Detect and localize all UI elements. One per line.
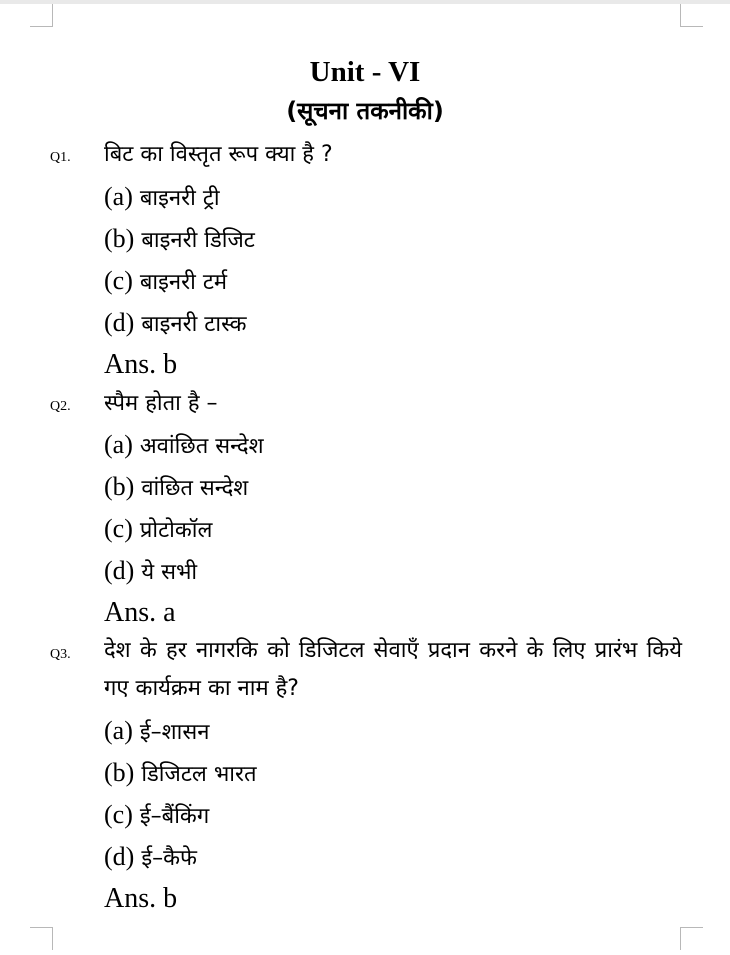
option-text: वांछित सन्देश — [141, 476, 249, 501]
question-2-option-c — [104, 508, 212, 552]
question-1-text: बिट का विस्तृत रूप क्या है ? — [104, 142, 333, 167]
option-text: बाइनरी टर्म — [139, 270, 228, 295]
option-letter: (a) — [104, 716, 133, 745]
option-letter: (a) — [104, 182, 133, 211]
question-2-option-a — [104, 424, 264, 468]
question-3-option-b — [104, 752, 257, 796]
unit-subtitle: (सूचना तकनीकी) — [286, 97, 444, 125]
option-letter: (c) — [104, 514, 133, 543]
question-3-answer: Ans. b — [104, 883, 178, 914]
option-text: अवांछित सन्देश — [139, 434, 264, 459]
option-text: बाइनरी डिजिट — [141, 228, 255, 253]
question-3-option-d — [104, 836, 197, 880]
question-3-option-c — [104, 794, 209, 838]
question-2-number: Q2. — [50, 399, 71, 414]
option-text: बाइनरी टास्क — [141, 312, 247, 337]
option-letter: (d) — [104, 556, 135, 585]
option-text: प्रोटोकॉल — [139, 518, 213, 543]
question-1-option-a — [104, 176, 220, 220]
option-text: ई–कैफे — [141, 846, 197, 871]
option-text: ई–शासन — [139, 720, 210, 745]
question-3-number: Q3. — [50, 647, 71, 662]
option-text: डिजिटल भारत — [141, 762, 257, 787]
question-1-option-b — [104, 218, 255, 262]
question-2-answer: Ans. a — [104, 597, 176, 628]
question-1-number: Q1. — [50, 150, 71, 165]
page-corner-mark-top-left — [30, 4, 53, 27]
page-corner-mark-top-right — [680, 4, 703, 27]
option-letter: (d) — [104, 842, 135, 871]
option-letter: (b) — [104, 224, 135, 253]
question-1-answer: Ans. b — [104, 349, 178, 380]
option-letter: (d) — [104, 308, 135, 337]
option-letter: (c) — [104, 800, 133, 829]
question-1-option-d — [104, 302, 247, 346]
option-text: ये सभी — [141, 560, 198, 585]
unit-title: Unit - VI — [309, 56, 421, 88]
question-3-option-a — [104, 710, 209, 754]
page-corner-mark-bottom-right — [680, 927, 703, 950]
option-text: ई–बैंकिंग — [139, 804, 210, 829]
option-text: बाइनरी ट्री — [139, 186, 220, 211]
question-2-option-b — [104, 466, 248, 510]
option-letter: (b) — [104, 758, 135, 787]
option-letter: (a) — [104, 430, 133, 459]
question-3-text: देश के हर नागरकि को डिजिटल सेवाएँ प्रदान करने के लिए प्रारंभ किये गए कार्यक्रम का नाम है? — [104, 638, 682, 701]
question-1-option-c — [104, 260, 227, 304]
question-2-text: स्पैम होता है – — [104, 391, 218, 416]
option-letter: (b) — [104, 472, 135, 501]
option-letter: (c) — [104, 266, 133, 295]
question-2-option-d — [104, 550, 197, 594]
window-top-strip — [0, 0, 730, 4]
page-corner-mark-bottom-left — [30, 927, 53, 950]
